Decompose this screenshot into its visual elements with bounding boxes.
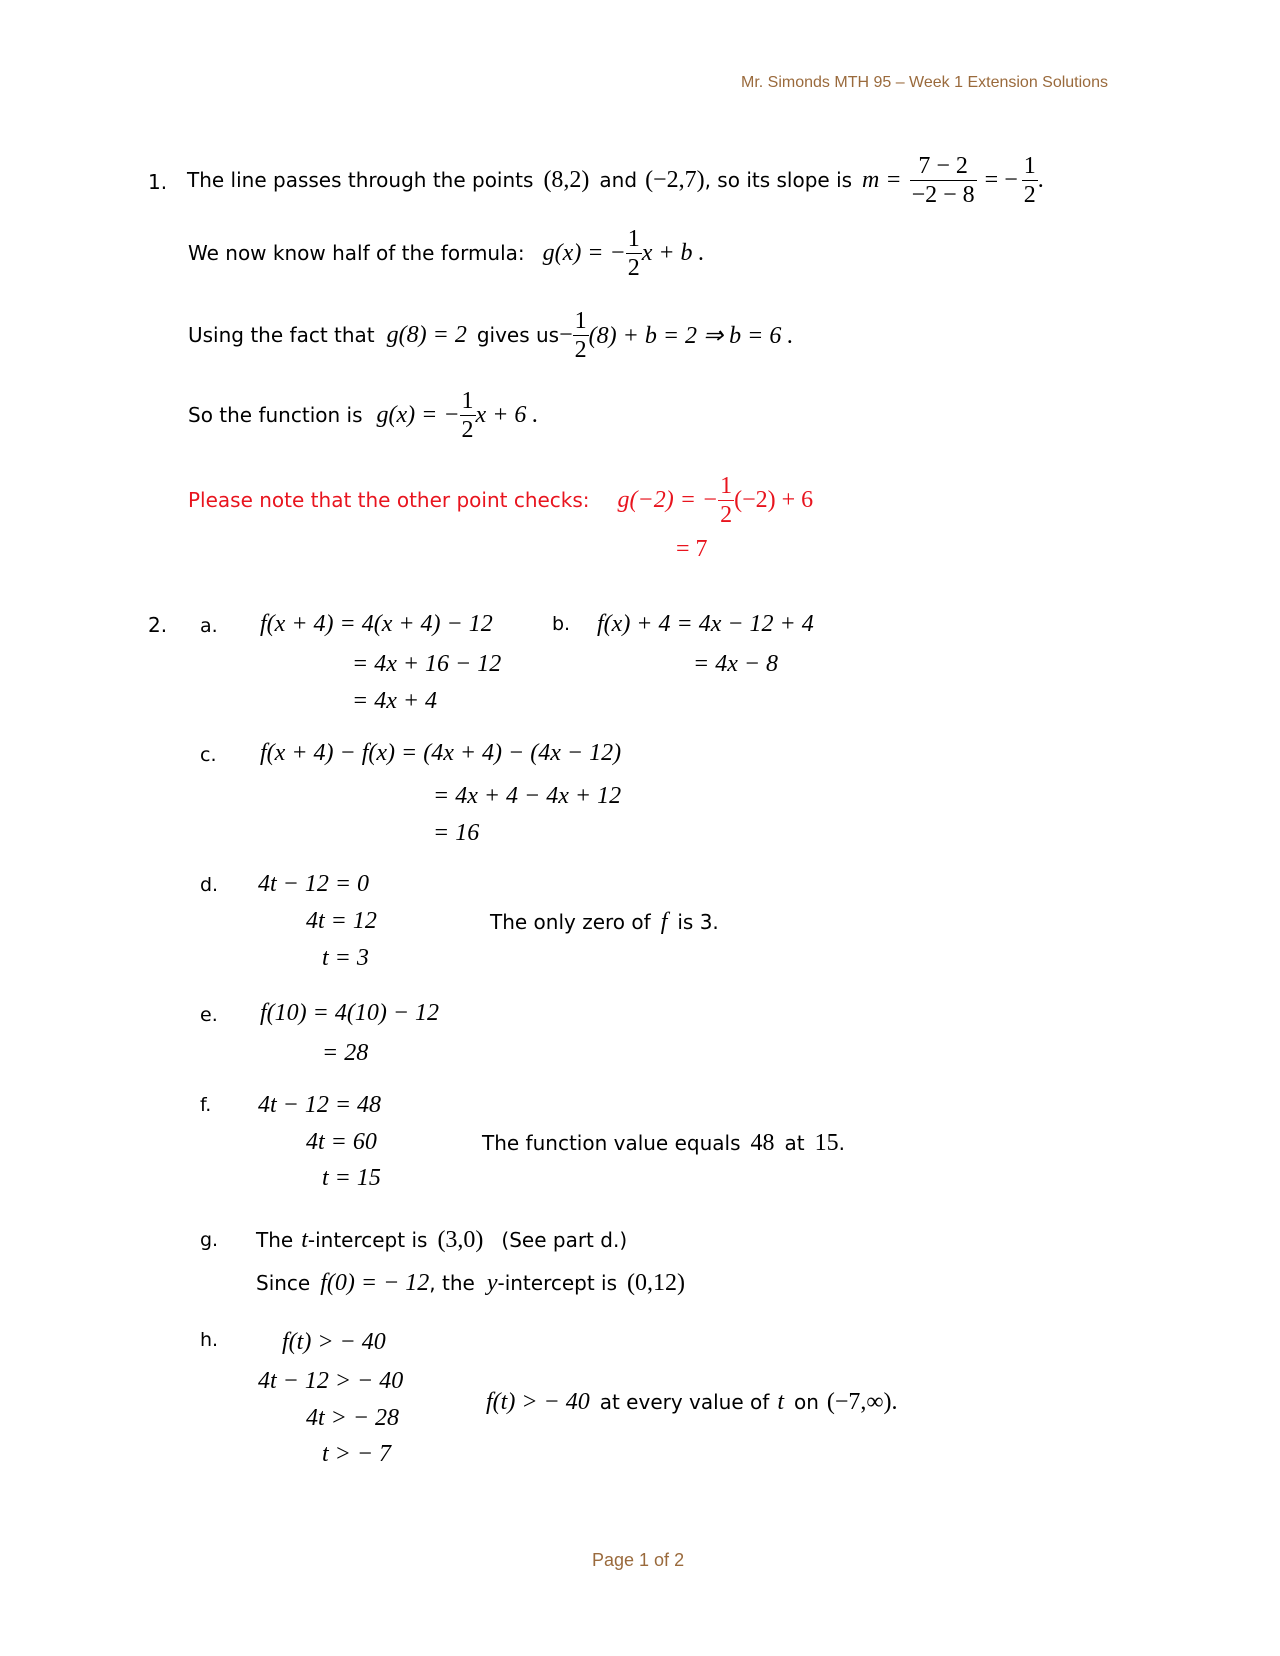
numerator: 1 — [461, 387, 474, 414]
part-c-label: c. — [200, 744, 217, 766]
text: and — [599, 168, 638, 192]
part-c-line-2: = 4x + 4 − 4x + 12 — [433, 783, 622, 809]
text: The — [256, 1228, 294, 1252]
text: -intercept is — [497, 1271, 618, 1295]
part-h-note — [486, 1382, 898, 1422]
text: Using the fact that — [188, 323, 375, 347]
text: The only zero of — [490, 910, 651, 934]
math: t — [301, 1226, 308, 1253]
part-b-line-2: = 4x − 8 — [693, 651, 779, 677]
part-g-label: g. — [200, 1229, 219, 1251]
slope-result-fraction — [1022, 154, 1038, 207]
slope-variable: m = — [862, 166, 902, 193]
part-g-line-1 — [256, 1222, 627, 1258]
part-b-line-1: f(x) + 4 = 4x − 12 + 4 — [597, 611, 814, 637]
math: g(−2) = − — [617, 486, 719, 513]
text: -intercept is — [307, 1228, 428, 1252]
part-e-label: e. — [200, 1004, 218, 1026]
part-h-line-3: 4t > − 28 — [306, 1405, 400, 1431]
numerator: 1 — [720, 472, 733, 499]
text: Since — [256, 1271, 311, 1295]
part-f-line-3: t = 15 — [322, 1165, 381, 1191]
text: The line passes through the points — [187, 168, 534, 192]
denominator: −2 − 8 — [911, 181, 975, 208]
math: (−2,7) — [645, 166, 705, 193]
math: (3,0) — [437, 1226, 484, 1253]
text: , the — [429, 1271, 475, 1295]
part-h-label: h. — [200, 1329, 219, 1351]
fraction — [460, 389, 476, 442]
math: = − — [984, 166, 1018, 193]
math: f(0) = − 12 — [320, 1269, 430, 1296]
denominator: 2 — [574, 336, 587, 363]
math — [862, 167, 902, 194]
fraction — [573, 309, 589, 362]
part-d-line-2: 4t = 12 — [306, 908, 377, 934]
denominator: 2 — [627, 254, 640, 281]
part-d-line-3: t = 3 — [322, 945, 369, 971]
fraction — [718, 474, 734, 527]
math: x + b . — [641, 239, 705, 266]
problem-1-note — [188, 470, 813, 530]
problem-1-line-1 — [187, 150, 1044, 210]
part-h-line-4: t > − 7 — [322, 1441, 392, 1467]
part-f-note — [482, 1125, 845, 1161]
part-d-line-1: 4t − 12 = 0 — [258, 871, 370, 897]
text: at — [784, 1131, 805, 1155]
part-e-line-1: f(10) = 4(10) − 12 — [260, 1000, 440, 1026]
problem-2-number: 2. — [148, 613, 168, 637]
problem-1-line-4 — [188, 385, 538, 445]
slope-fraction — [910, 154, 977, 207]
note-text: Please note that the other point checks: — [188, 488, 590, 512]
part-g-line-2 — [256, 1263, 685, 1303]
part-h-line-2: 4t − 12 > − 40 — [258, 1368, 404, 1394]
math: f — [660, 908, 668, 935]
part-f-label: f. — [200, 1094, 212, 1116]
page-footer: Page 1 of 2 — [592, 1550, 685, 1570]
part-h-line-1: f(t) > − 40 — [282, 1329, 386, 1355]
part-d-label: d. — [200, 874, 219, 896]
math: t — [777, 1388, 784, 1415]
math: x + 6 . — [475, 401, 539, 428]
part-d-note — [490, 904, 719, 940]
part-a-line-1: f(x + 4) = 4(x + 4) − 12 — [260, 611, 493, 637]
part-a-label: a. — [200, 615, 218, 637]
text: We now know half of the formula: — [188, 241, 525, 265]
denominator: 2 — [720, 501, 733, 528]
text: The function value equals — [482, 1131, 741, 1155]
part-a-line-3: = 4x + 4 — [352, 688, 438, 714]
part-f-line-1: 4t − 12 = 48 — [258, 1092, 382, 1118]
math: . — [891, 1388, 898, 1415]
part-e-line-2: = 28 — [322, 1040, 369, 1066]
math: 15 — [814, 1129, 839, 1156]
math: (8) + b = 2 ⇒ b = 6 . — [588, 322, 794, 349]
part-c-line-3: = 16 — [433, 820, 480, 846]
numerator: 1 — [574, 307, 587, 334]
problem-1-note-result: = 7 — [676, 536, 708, 562]
problem-1-line-3 — [188, 305, 793, 365]
math: . — [1037, 166, 1044, 193]
text: . — [838, 1131, 845, 1155]
math: 48 — [750, 1129, 775, 1156]
part-b-label: b. — [552, 613, 571, 635]
problem-1-number: 1. — [148, 170, 168, 194]
denominator: 2 — [461, 416, 474, 443]
text: So the function is — [188, 403, 363, 427]
part-a-line-2: = 4x + 16 − 12 — [352, 651, 502, 677]
text: (See part d.) — [501, 1228, 628, 1252]
numerator: 1 — [627, 225, 640, 252]
math: g(x) = − — [376, 401, 460, 428]
math: (−7,∞) — [826, 1388, 892, 1415]
text: is 3. — [677, 910, 719, 934]
math: y — [486, 1269, 498, 1296]
problem-1-line-2 — [188, 223, 705, 283]
page-header: Mr. Simonds MTH 95 – Week 1 Extension Solutions — [741, 74, 1108, 91]
denominator: 2 — [1023, 181, 1036, 208]
text: gives us — [476, 323, 560, 347]
math: (−2) + 6 — [734, 486, 814, 513]
math: g(8) = 2 — [386, 321, 467, 348]
numerator: 7 − 2 — [910, 154, 977, 181]
fraction — [626, 227, 642, 280]
text: at every value of — [599, 1390, 770, 1414]
part-f-line-2: 4t = 60 — [306, 1129, 377, 1155]
math: (0,12) — [627, 1269, 686, 1296]
math: − — [559, 321, 573, 348]
math: g(x) = − — [542, 239, 626, 266]
part-c-line-1: f(x + 4) − f(x) = (4x + 4) − (4x − 12) — [260, 740, 622, 766]
text: , so its slope is — [704, 168, 853, 192]
math: (8,2) — [543, 166, 590, 193]
math: f(t) > − 40 — [486, 1388, 590, 1415]
text: on — [793, 1390, 819, 1414]
numerator: 1 — [1023, 152, 1036, 179]
